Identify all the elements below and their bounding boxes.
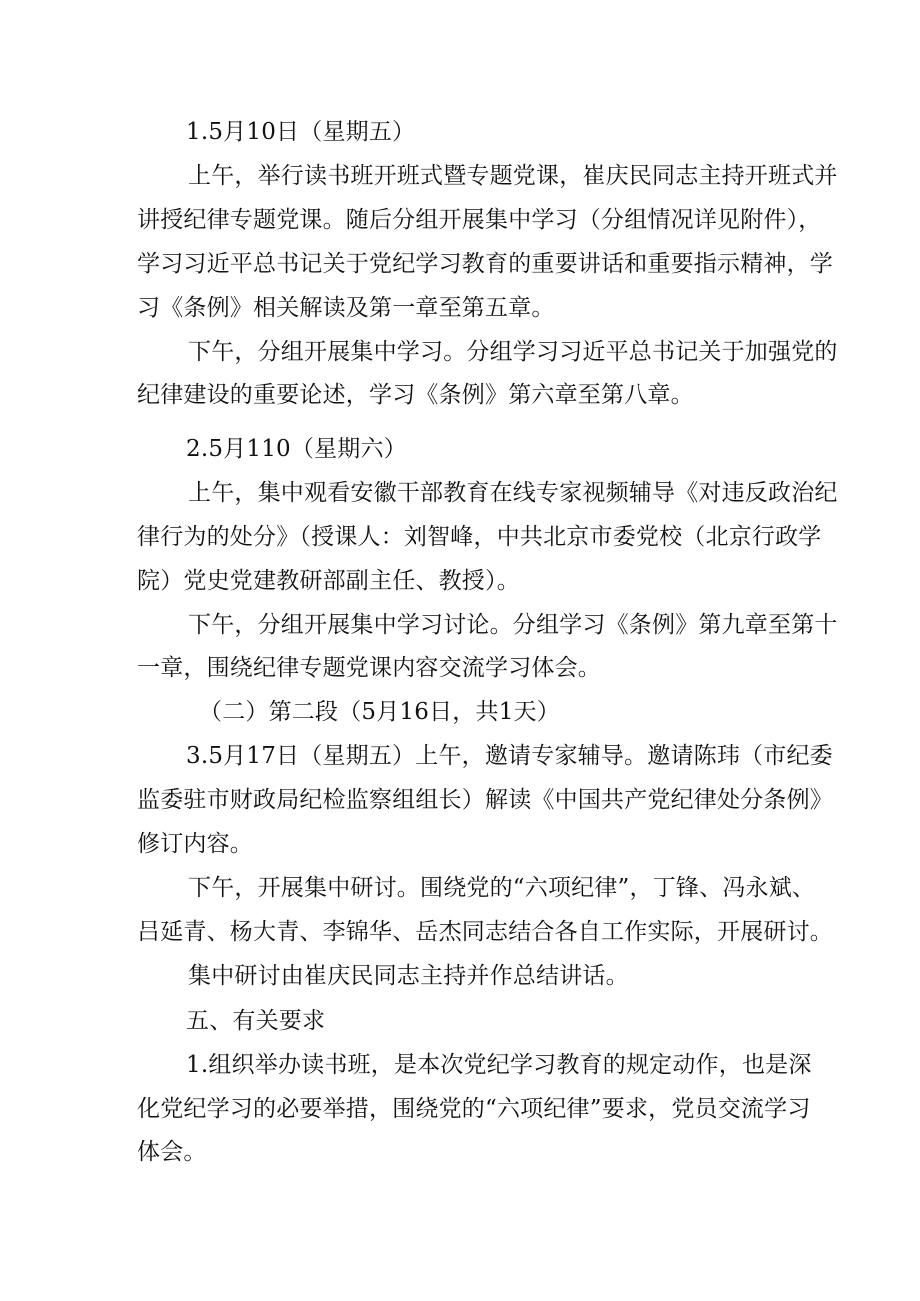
paragraph-line: 吕延青、杨大青、李锦华、岳杰同志结合各自工作实际，开展研讨。 bbox=[137, 919, 833, 945]
paragraph-line: 体会。 bbox=[137, 1139, 207, 1165]
paragraph-line: 3.5月17日（星期五）上午，邀请专家辅导。邀请陈玮（市纪委 bbox=[186, 743, 833, 769]
paragraph-line: 上午，集中观看安徽干部教育在线专家视频辅导《对违反政治纪 bbox=[188, 480, 838, 506]
paragraph-line: 下午，开展集中研讨。围绕党的“六项纪律”，丁锋、冯永斌、 bbox=[188, 875, 816, 901]
paragraph-line: 监委驻市财政局纪检监察组组长）解读《中国共产党纪律处分条例》 bbox=[137, 787, 833, 813]
paragraph-line: 下午，分组开展集中学习。分组学习习近平总书记关于加强党的 bbox=[188, 339, 838, 365]
paragraph-line: 化党纪学习的必要举措，围绕党的“六项纪律”要求，党员交流学习 bbox=[137, 1096, 811, 1122]
paragraph-line: 修订内容。 bbox=[137, 831, 253, 857]
paragraph-line: 律行为的处分》（授课人：刘智峰，中共北京市委党校（北京行政学 bbox=[137, 524, 822, 550]
paragraph-line: 讲授纪律专题党课。随后分组开展集中学习（分组情况详见附件）， bbox=[137, 207, 822, 233]
date-heading-may-10: 1.5月10日（星期五） bbox=[186, 119, 416, 145]
paragraph-line: 院）党史党建教研部副主任、教授）。 bbox=[137, 568, 520, 594]
paragraph-line: 学习习近平总书记关于党纪学习教育的重要讲话和重要指示精神，学 bbox=[137, 251, 833, 277]
paragraph-line: 习《条例》相关解读及第一章至第五章。 bbox=[137, 295, 555, 321]
paragraph-line: 1.组织举办读书班，是本次党纪学习教育的规定动作，也是深 bbox=[186, 1052, 812, 1078]
section-heading-stage-two: （二）第二段（5月16日，共1天） bbox=[199, 699, 560, 725]
section-heading-requirements: 五、有关要求 bbox=[186, 1008, 326, 1034]
paragraph-line: 下午，分组开展集中学习讨论。分组学习《条例》第九章至第十 bbox=[188, 612, 838, 638]
date-heading-may-11: 2.5月110（星期六） bbox=[186, 436, 407, 462]
paragraph-line: 上午，举行读书班开班式暨专题党课，崔庆民同志主持开班式并 bbox=[188, 163, 838, 189]
paragraph-line: 一章，围绕纪律专题党课内容交流学习体会。 bbox=[137, 655, 601, 681]
paragraph-line: 集中研讨由崔庆民同志主持并作总结讲话。 bbox=[188, 963, 629, 989]
paragraph-line: 纪律建设的重要论述，学习《条例》第六章至第八章。 bbox=[137, 382, 694, 408]
